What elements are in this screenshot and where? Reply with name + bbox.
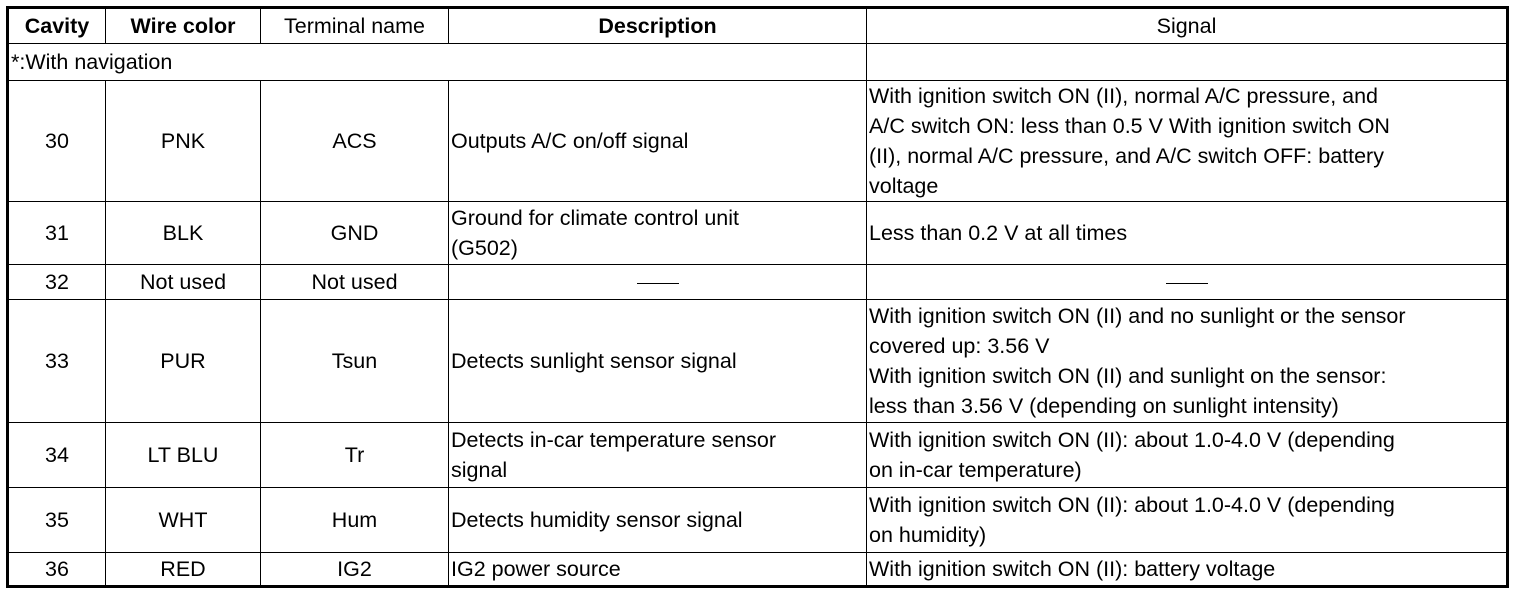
description-cell: IG2 power source	[449, 553, 867, 587]
cavity-cell: 33	[8, 300, 106, 423]
description-cell	[449, 423, 867, 488]
table-row	[8, 423, 1508, 488]
table-row	[8, 553, 1508, 587]
signal-cell	[867, 265, 1508, 300]
cavity-cell: 34	[8, 423, 106, 488]
table-row	[8, 202, 1508, 265]
signal-line: With ignition switch ON (II): battery voltage	[869, 557, 1276, 581]
cavity-cell: 36	[8, 553, 106, 587]
note-row	[8, 44, 1508, 81]
terminal-name-cell: IG2	[261, 553, 449, 587]
signal-line: With ignition switch ON (II) and no sunlight or the sensor	[869, 304, 1406, 328]
signal-cell	[867, 423, 1508, 488]
wire-color-cell: Not used	[106, 265, 261, 300]
cavity-cell: 31	[8, 202, 106, 265]
wire-color-cell: PNK	[106, 81, 261, 202]
signal-line: on humidity)	[869, 523, 987, 547]
description-cell	[449, 265, 867, 300]
signal-line: voltage	[869, 174, 939, 198]
terminal-name-cell: Hum	[261, 488, 449, 553]
signal-line: covered up: 3.56 V	[869, 334, 1050, 358]
description-cell: Detects sunlight sensor signal	[449, 300, 867, 423]
wire-color-cell: RED	[106, 553, 261, 587]
cavity-cell: 32	[8, 265, 106, 300]
signal-cell	[867, 553, 1508, 587]
wire-color-cell: LT BLU	[106, 423, 261, 488]
header-description: Description	[449, 8, 867, 44]
signal-cell	[867, 488, 1508, 553]
navigation-note: *:With navigation	[8, 44, 867, 81]
signal-line: With ignition switch ON (II), normal A/C pressure, and	[869, 84, 1379, 108]
connector-terminal-table	[6, 6, 1509, 588]
empty-dash	[637, 283, 679, 284]
signal-line: With ignition switch ON (II): about 1.0-4.0 V (depending	[869, 493, 1395, 517]
signal-line: With ignition switch ON (II): about 1.0-4.0 V (depending	[869, 428, 1395, 452]
cavity-cell: 30	[8, 81, 106, 202]
terminal-name-cell: GND	[261, 202, 449, 265]
description-cell: Outputs A/C on/off signal	[449, 81, 867, 202]
wire-color-cell: BLK	[106, 202, 261, 265]
wire-color-cell: PUR	[106, 300, 261, 423]
wire-color-cell: WHT	[106, 488, 261, 553]
terminal-name-cell: Not used	[261, 265, 449, 300]
signal-line: With ignition switch ON (II) and sunlight on the sensor:	[869, 364, 1387, 388]
description-line: signal	[451, 458, 508, 482]
signal-line: A/C switch ON: less than 0.5 V With ignition switch ON	[869, 114, 1390, 138]
empty-dash	[1166, 283, 1208, 284]
header-signal: Signal	[867, 8, 1508, 44]
table-row	[8, 300, 1508, 423]
description-cell	[449, 202, 867, 265]
connector-table-container	[6, 6, 1506, 588]
terminal-name-cell: Tsun	[261, 300, 449, 423]
signal-line: (II), normal A/C pressure, and A/C switch OFF: battery	[869, 144, 1384, 168]
signal-cell	[867, 81, 1508, 202]
description-line: Ground for climate control unit	[451, 206, 739, 230]
table-row	[8, 81, 1508, 202]
header-terminal-name: Terminal name	[261, 8, 449, 44]
description-line: Detects in-car temperature sensor	[451, 428, 777, 452]
cavity-cell: 35	[8, 488, 106, 553]
table-row	[8, 265, 1508, 300]
signal-line: Less than 0.2 V at all times	[869, 221, 1128, 245]
table-row	[8, 488, 1508, 553]
header-cavity: Cavity	[8, 8, 106, 44]
signal-line: less than 3.56 V (depending on sunlight intensity)	[869, 394, 1339, 418]
signal-cell	[867, 300, 1508, 423]
header-wire-color: Wire color	[106, 8, 261, 44]
signal-line: on in-car temperature)	[869, 458, 1082, 482]
header-row	[8, 8, 1508, 44]
note-row-signal-cell	[867, 44, 1508, 81]
description-line: (G502)	[451, 236, 518, 260]
signal-cell	[867, 202, 1508, 265]
terminal-name-cell: ACS	[261, 81, 449, 202]
terminal-name-cell: Tr	[261, 423, 449, 488]
description-cell: Detects humidity sensor signal	[449, 488, 867, 553]
